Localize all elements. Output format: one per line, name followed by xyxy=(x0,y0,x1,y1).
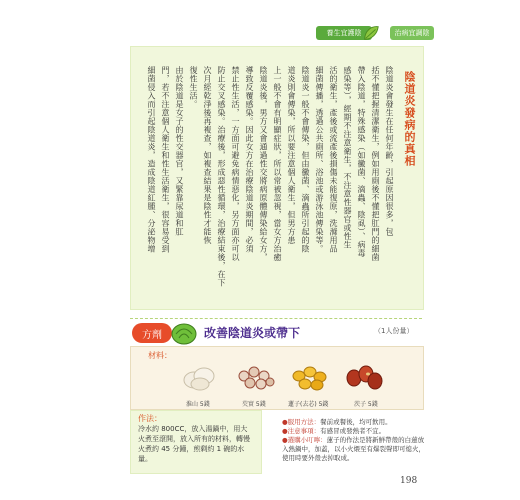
jujube-fruits-icon xyxy=(344,362,384,392)
text-column: 次月經乾淨後再複查，如複查結果是陰性才能恢 xyxy=(203,66,212,245)
text-column: 帶入陰道，特殊感染（如黴菌、滴蟲、陰虱）、病毒 xyxy=(357,66,366,258)
text-column: 防止交叉感染。治療後，形成惡性循環，治療結束後，在下 xyxy=(217,66,226,287)
method-text: 冷水約 800CC，放入湯鍋中，用大火煮至滾開，放入所有的材料，轉慢火煮約 45 分鐘，煎剩約 1 碗的水量。 xyxy=(138,425,250,463)
text-column: 由於陰道是女子的性交器官，又緊靠尿道和肛 xyxy=(175,66,184,236)
book-page xyxy=(118,26,432,486)
note-text: 餐前或餐後，均可飲用。 xyxy=(320,418,392,426)
note-label: ●注意事項： xyxy=(282,427,321,435)
text-column: 復性生活。 xyxy=(189,66,198,109)
notes-list xyxy=(282,418,430,463)
materials-label: 材料： xyxy=(148,351,172,360)
leaf-icon xyxy=(362,24,380,42)
article-title: 陰道炎發病的真相 xyxy=(403,71,416,167)
text-column: 禁止性生活，一方面可避免病情惡化，另方面亦可以 xyxy=(231,66,240,262)
text-column: 陰道炎一般不會傳染，但由黴菌、滴蟲所引起的陰 xyxy=(301,66,310,253)
section-divider xyxy=(130,318,422,319)
serving-size: （1人份量） xyxy=(374,327,414,335)
text-column: 道炎則會傳染，所以要注意個人衛生，但男方患 xyxy=(287,66,296,245)
note-text: 有感冒或發熱者不宜。 xyxy=(320,427,386,435)
material-caption: 芡實 5錢 xyxy=(242,401,266,408)
header-tag-right: 治病宜調陰 xyxy=(390,26,434,40)
text-column: 上一般不會有明顯症狀，所以常被忽視，當女方治癒 xyxy=(273,66,282,262)
recipe-badge: 方劑 xyxy=(132,323,172,343)
material-caption: 淮山 5錢 xyxy=(186,401,210,408)
note-item xyxy=(282,427,430,436)
note-label: ●服用方法： xyxy=(282,418,321,426)
text-column: 陰道炎會發生在任何年齡，引起原因很多，包 xyxy=(385,66,394,236)
yam-slices-icon xyxy=(182,362,218,392)
note-label: ●選購小叮嚀： xyxy=(282,436,327,444)
text-column: 細菌侵入而引起陰道炎，造成陰道紅腫、分泌物增 xyxy=(147,66,156,253)
text-column: 感染等），經期不注意衛生，不注意性器官或性生 xyxy=(343,66,352,249)
note-item xyxy=(282,436,430,463)
note-text: 蓮子的作法是將新鮮帶殼的白蓮放入熱鍋中，加蓋，以小火煨至有爆裂聲即可熄火，使用時要外殼去掉取成。 xyxy=(282,436,425,462)
lotus-seeds-icon xyxy=(290,362,330,392)
text-column: 導致反覆感染。因此女方在治療陰道炎期間，必須 xyxy=(245,66,254,253)
method-label: 作法： xyxy=(138,414,162,423)
text-column: 門，若不注意個人衛生和性生活衛生，很容易受到 xyxy=(161,66,170,253)
text-column: 活的衛生，產後或流產後損傷未能復原，洗滌用品 xyxy=(329,66,338,253)
text-column: 括不懂把握清潔衛生，例如用廁後不懂把肛門的細菌 xyxy=(371,66,380,262)
material-caption: 蓮子(去芯) 5錢 xyxy=(288,401,329,408)
text-column: 陰道炎後，男方又會通過性交將病原體傳染給女方， xyxy=(259,66,268,262)
cabbage-icon xyxy=(170,320,198,346)
text-column: 細菌傳播，透過公共廁所、浴池或游泳池傳染等。 xyxy=(315,66,324,253)
foxnut-seeds-icon xyxy=(236,362,276,392)
recipe-title: 改善陰道炎或帶下 xyxy=(204,326,301,340)
header-tag-left: 養生宜護陰 xyxy=(316,26,372,40)
page-number: 198 xyxy=(400,476,418,486)
material-caption: 茨子 5錢 xyxy=(354,401,378,408)
note-item xyxy=(282,418,430,427)
